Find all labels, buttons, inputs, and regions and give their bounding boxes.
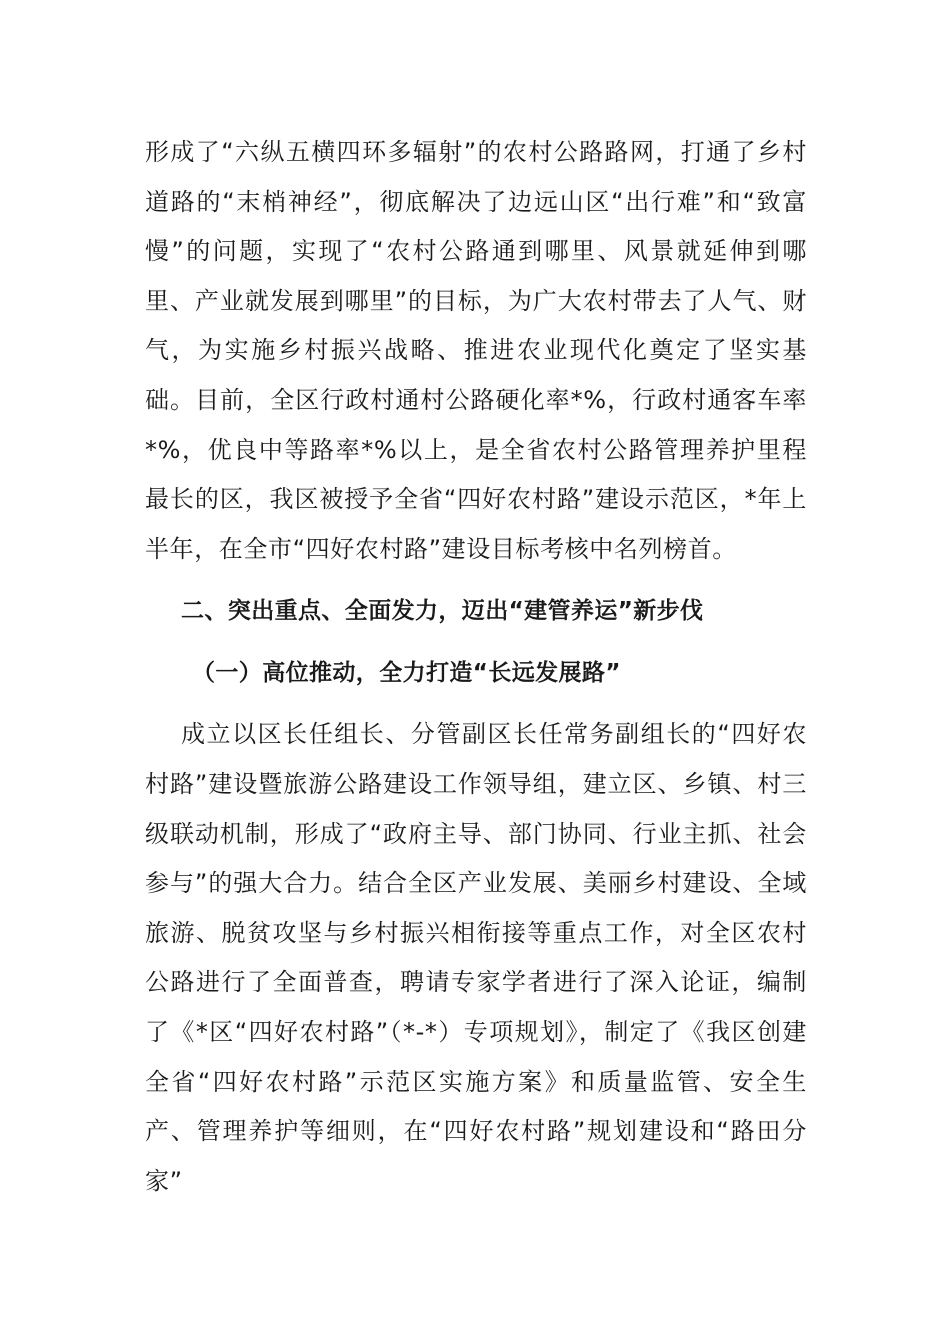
subsection-heading: （一）高位推动，全力打造“长远发展路” (192, 660, 621, 687)
section-heading: 二、突出重点、全面发力，迈出“建管养运”新步伐 (181, 598, 704, 625)
body-paragraph-1: 形成了“六纵五横四环多辐射”的农村公路路网，打通了乡村道路的“末梢神经”，彻底解决了边远山区“出行难”和“致富慢”的问题，实现了“农村公路通到哪里、风景就延伸到哪里、产业就发展到哪里”的目标，为广大农村带去了人气、财气，为实施乡村振兴战略、推进农业现代化奠定了坚实基础。目前，全区行政村通村公路硬化率*%，行政村通客车率*%，优良中等路率*%以上，是全省农村公路管理养护里程最长的区，我区被授予全省“四好农村路”建设示范区，*年上半年，在全市“四好农村路”建设目标考核中名列榜首。 (145, 138, 807, 563)
document-body (145, 128, 807, 1206)
body-paragraph-2: 成立以区长任组长、分管副区长任常务副组长的“四好农村路”建设暨旅游公路建设工作领导组，建立区、乡镇、村三级联动机制，形成了“政府主导、部门协同、行业主抓、社会参与”的强大合力。结合全区产业发展、美丽乡村建设、全域旅游、脱贫攻坚与乡村振兴相衔接等重点工作，对全区农村公路进行了全面普查，聘请专家学者进行了深入论证，编制了《*区“四好农村路”（*-*）专项规划》，制定了《我区创建全省“四好农村路”示范区实施方案》和质量监管、安全生产、管理养护等细则，在“四好农村路”规划建设和“路田分家” (145, 720, 807, 1195)
